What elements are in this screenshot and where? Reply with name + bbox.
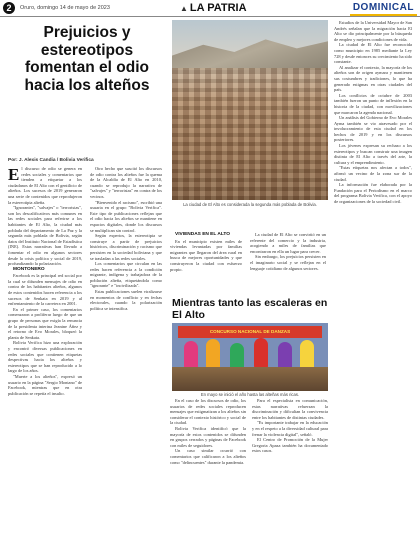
paragraph: Estas publicaciones suelen viralizarse en momentos de conflicto y en fechas electorales, cuando la polarización política se intensifica. (90, 289, 162, 311)
paragraph: Según expertos, la estereotipia se construye a partir de prejuicios históricos, discriminación y racismo que persisten en la sociedad boliviana y que se trasladan a las redes sociales. (90, 233, 162, 261)
logo-text: LA PATRIA (189, 2, 247, 14)
subheading: MONTONERO (13, 266, 45, 272)
paragraph: "Bienvenido el racismo", escribió una usuaria en el grupo "Bolivia Verifica". Este tipo de publicaciones reflejan que el odio hacia los alteños se mantiene en espacios digitales, donde los discursos se multiplican sin control. (90, 199, 162, 233)
subheading: VIVIENDAS EN EL ALTO (175, 232, 230, 237)
paragraph: Estudios de la Universidad Mayor de San Andrés señalan que la migración hacia El Alto se dio principalmente por la búsqueda de empleo y mejores condiciones de vida. (334, 20, 412, 42)
paragraph: "Ignorantes", "salvajes" o "terroristas", son los descalificativos más comunes en las redes sociales para referirse a los habitantes de El Alto, la ciudad más poblada del departamento de La Paz y la segunda más poblada de Bolivia, según datos del Instituto Nacional de Estadística (INE). Estas narrativas han llevado a fomentar el odio en algunos sectores desde la crisis política y social de 2019, profundizando la polarización. (8, 205, 82, 267)
paragraph: Sin embargo, los prejuicios persisten en el imaginario social y se reflejan en el lenguaje cotidiano de algunos sectores. (250, 254, 326, 271)
date-line: Oruro, domingo 14 de mayo de 2023 (20, 5, 110, 11)
dancer-figure (206, 339, 220, 369)
dancer-figure (254, 338, 268, 368)
drop-cap: E (8, 166, 20, 184)
paragraph: Otro hecho que suscitó los discursos de odio contra los alteños fue la quema de la Alcaldía de El Alto en 2010, cuando se reprodujo la narrativa de "salvajes" y "terroristas" en contra de los vecinos. (90, 166, 162, 199)
photo-banner: CONCURSO NACIONAL DE DANZAS (178, 326, 322, 338)
article-column-3 (170, 232, 242, 292)
article-column-2 (90, 166, 162, 532)
article-column-1 (8, 166, 82, 532)
city-blocks (172, 68, 328, 200)
paragraph: En el primer caso, los comentarios comenzaron a proliferar luego de que un grupo de personas que exigía la renuncia de la presidenta interina Jeanine Áñez y el retorno de Evo Morales, bloqueó la planta de Senkata. (8, 306, 82, 340)
paragraph: La información fue elaborada por la Fundación para el Periodismo en el marco del programa Bolivia Verifica, con el apoyo de organizaciones de la sociedad civil. (334, 182, 412, 204)
page-number: 2 (3, 2, 15, 14)
paragraph: En el caso de los discursos de odio, los usuarios de redes sociales reproducen mensajes que estigmatizan a los alteños sin considerar el contexto histórico y social de la ciudad. (170, 398, 246, 426)
paragraph: Un caso similar ocurrió con comentarios que calificaron a los alteños como "delincuentes" durante la pandemia. (170, 448, 246, 465)
newspaper-logo (180, 1, 247, 16)
stage-floor (172, 367, 328, 391)
paragraph: l discurso de odio se genera en redes sociales y comentarios que tienden a etiquetar a los ciudadanos de El Alto con el gentilicio de alteños. Los sucesos de 2019 generaron una serie de contenidos que reprodujeron la estereotipia alteña. (8, 166, 82, 205)
article-column-5 (334, 20, 412, 532)
logo-icon: ▲ (180, 4, 188, 13)
paragraph: Los comentarios que circulan en las redes hacen referencia a la condición migrante, indígena y trabajadora de la población alteña, etiquetándola como "ignorante" e "incivilizada". (90, 261, 162, 289)
paragraph: Los conflictos de octubre de 2003 también fueron un punto de inflexión en la historia de la ciudad, con movilizaciones que marcaron la agenda nacional. (334, 92, 412, 115)
paragraph: La ciudad de El Alto fue reconocida como municipio en 1985 mediante la Ley 728 y desde entonces su crecimiento ha sido constante. (334, 42, 412, 65)
paragraph: Al analizar el contexto, la mayoría de los alteños son de origen aymara y mantienen sus costumbres y tradiciones, lo que ha generado estigmas en otras ciudades del país. (334, 64, 412, 93)
paragraph: Bolivia Verifica hizo una exploración y encontró diversas publicaciones en redes sociales que contienen etiquetas despectivas hacia los alteños y estereotipos que se han reproducido a lo largo de los años. (8, 340, 82, 374)
paragraph: Los jóvenes expresan su rechazo a los estereotipos y buscan construir una imagen distinta de El Alto a través del arte, la cultura y el emprendimiento. (334, 143, 412, 165)
paragraph: En el municipio existen miles de viviendas levantadas por familias migrantes que llegaron del área rural en busca de mejores oportunidades y que construyeron la ciudad con esfuerzo propio. (170, 238, 242, 272)
photo-caption: La ciudad de El Alto es considerada la segunda más poblada de Bolivia. (183, 202, 317, 207)
photo-caption: En mayo se inició el año hasta las alteñas más ricas. (200, 392, 300, 397)
paragraph: Para el especialista en comunicación, estas narrativas refuerzan la discriminación y dificultan la convivencia entre los habitantes de distintas ciudades. (252, 398, 328, 420)
page-header (0, 0, 420, 17)
dance-contest-photo (172, 323, 328, 391)
article-byline: Por: J. Alexis Candia / Bolivia Verifica (8, 158, 94, 163)
mountain-shape (172, 34, 328, 70)
section-name: DOMINICAL (350, 1, 417, 16)
article-column-6 (170, 398, 246, 532)
city-aerial-photo (172, 20, 328, 200)
dancer-figure (300, 340, 314, 370)
paragraph: Bolivia Verifica identificó que la mayoría de estos contenidos se difunden en grupos cerrados y páginas de Facebook con miles de seguidores. (170, 425, 246, 448)
paragraph: "Es importante trabajar en la educación y en el respeto a la diversidad cultural para frenar la violencia digital", señaló. (252, 420, 328, 437)
article-column-7 (252, 398, 328, 532)
paragraph: Facebook es la principal red social por la cual se difunden mensajes de odio en contra de los habitantes alteños, algunos de estos contenidos hacen referencia a los sucesos de Senkata en 2019 y al enfrentamiento de la carretera en 2001. (8, 273, 82, 307)
paragraph: "Estas etiquetas nos afectan a todos", afirmó un vecino de la zona sur de la ciudad. (334, 165, 412, 182)
article-column-4 (250, 232, 326, 292)
article-headline: Prejuicios y estereotipos fomentan el odio hacia los alteños (24, 24, 150, 94)
paragraph: La ciudad de El Alto se convirtió en un referente del comercio y la industria, acogiendo a miles de familias que encontraron en ella un lugar para crecer. (250, 232, 326, 254)
pull-quote: Mientras tanto las escaleras en El Alto (172, 297, 328, 321)
paragraph: "Muerte a los alteños", expresó un usuario en la página "Sergio Montano" de Facebook, mientras que en otra publicación se repetía el insulto. (8, 373, 82, 396)
paragraph: Un análisis del Gobierno de Evo Morales Ayma también se vio atravesado por el involucramiento de esta ciudad en los hechos de 2019 y en los discursos posteriores. (334, 115, 412, 143)
paragraph: El Centro de Promoción de la Mujer Gregoria Apaza también ha documentado estos casos. (252, 437, 328, 454)
